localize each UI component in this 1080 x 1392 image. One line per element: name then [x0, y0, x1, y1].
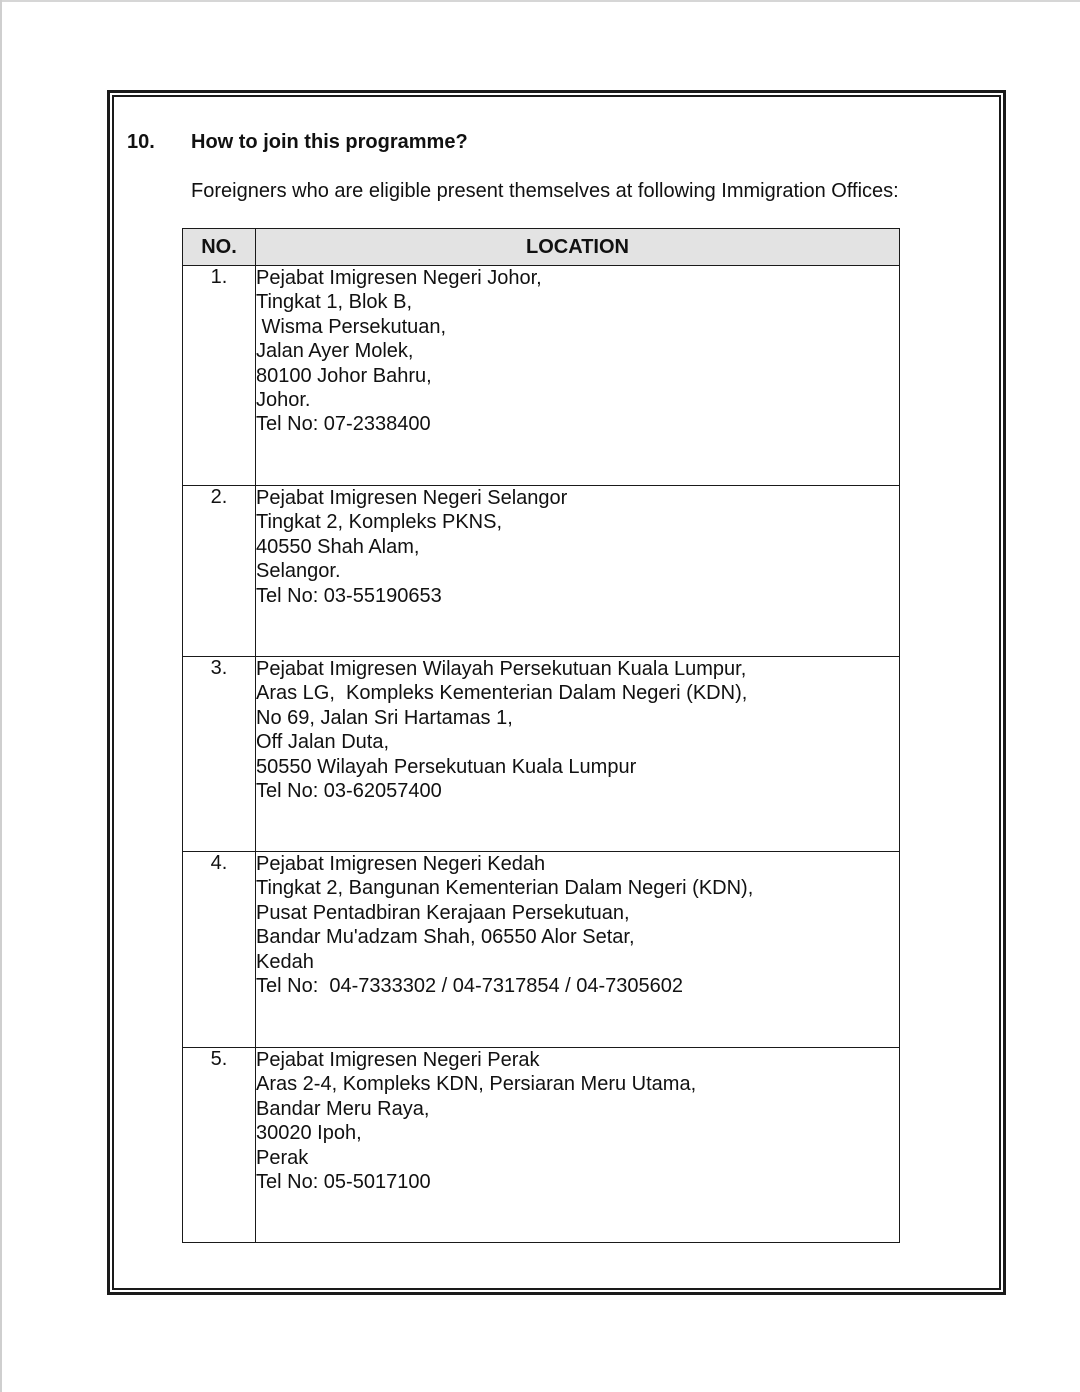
header-location: LOCATION: [256, 229, 900, 266]
location-cell: [256, 1048, 900, 1243]
phone-line: Tel No: 07-2338400: [256, 413, 431, 436]
address-line: Tingkat 2, Kompleks PKNS,: [256, 511, 503, 534]
address-line: Tingkat 1, Blok B,: [256, 291, 412, 314]
phone-line: Tel No: 05-5017100: [256, 1171, 431, 1194]
address-line: No 69, Jalan Sri Hartamas 1,: [256, 706, 513, 729]
row-number: 3.: [183, 657, 256, 852]
address-line: Pejabat Imigresen Negeri Perak: [256, 1049, 540, 1071]
table-row: [183, 486, 900, 657]
location-cell: [256, 657, 900, 852]
address-line: Bandar Mu'adzam Shah, 06550 Alor Setar,: [256, 926, 635, 949]
address-line: Johor.: [256, 389, 311, 412]
address-line: Aras 2-4, Kompleks KDN, Persiaran Meru Utama,: [256, 1073, 697, 1096]
address-line: Pejabat Imigresen Negeri Selangor: [256, 487, 568, 509]
page-edge-left: [0, 0, 2, 1392]
address-line: 30020 Ipoh,: [256, 1122, 362, 1145]
row-number: 5.: [183, 1048, 256, 1243]
address-line: 40550 Shah Alam,: [256, 535, 420, 558]
table-row: [183, 657, 900, 852]
row-number: 4.: [183, 852, 256, 1048]
intro-paragraph: Foreigners who are eligible present themselves at following Immigration Offices:: [191, 180, 899, 202]
address-line: Pejabat Imigresen Negeri Johor,: [256, 267, 542, 289]
page-edge-top: [0, 0, 1080, 2]
location-cell: [256, 486, 900, 657]
phone-line: Tel No: 03-55190653: [256, 584, 442, 607]
section-number: 10.: [127, 131, 155, 153]
address-line: Off Jalan Duta,: [256, 731, 390, 754]
address-line: 80100 Johor Bahru,: [256, 364, 432, 387]
phone-line: Tel No: 04-7333302 / 04-7317854 / 04-7305602: [256, 975, 684, 998]
address-line: Jalan Ayer Molek,: [256, 340, 414, 363]
address-line: Pejabat Imigresen Wilayah Persekutuan Kuala Lumpur,: [256, 658, 747, 680]
address-line: Pejabat Imigresen Negeri Kedah: [256, 853, 546, 875]
address-line: Aras LG, Kompleks Kementerian Dalam Negeri (KDN),: [256, 682, 748, 705]
location-cell: [256, 852, 900, 1048]
address-line: Tingkat 2, Bangunan Kementerian Dalam Negeri (KDN),: [256, 877, 754, 900]
table-row: [183, 852, 900, 1048]
address-line: Kedah: [256, 950, 314, 973]
address-line: 50550 Wilayah Persekutuan Kuala Lumpur: [256, 755, 637, 778]
header-no: NO.: [183, 229, 256, 266]
row-number: 1.: [183, 266, 256, 486]
address-line: Wisma Persekutuan,: [256, 315, 447, 338]
address-line: Pusat Pentadbiran Kerajaan Persekutuan,: [256, 901, 630, 924]
row-number: 2.: [183, 486, 256, 657]
table-header-row: [183, 229, 900, 266]
table-row: [183, 266, 900, 486]
immigration-offices-table: [182, 228, 900, 1243]
address-line: Perak: [256, 1146, 309, 1169]
location-cell: [256, 266, 900, 486]
section-heading: How to join this programme?: [191, 131, 468, 153]
table-row: [183, 1048, 900, 1243]
phone-line: Tel No: 03-62057400: [256, 780, 442, 803]
address-line: Bandar Meru Raya,: [256, 1097, 430, 1120]
address-line: Selangor.: [256, 560, 341, 583]
